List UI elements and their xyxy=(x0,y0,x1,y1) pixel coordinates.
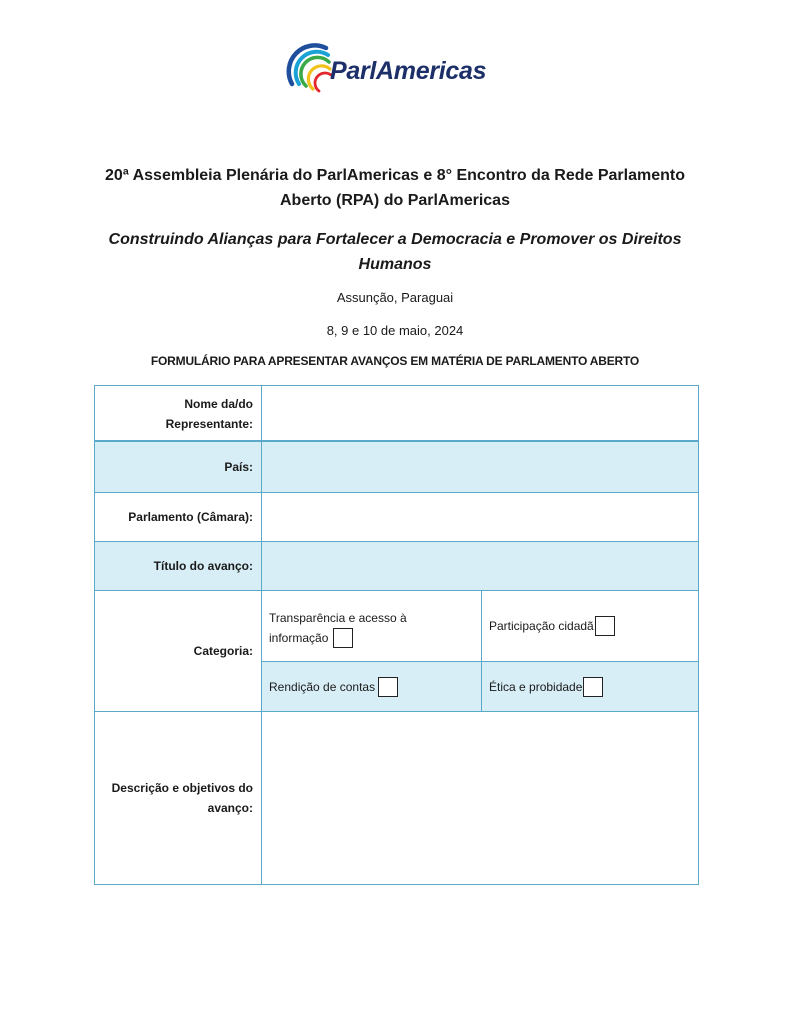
category-option-ethics[interactable] xyxy=(482,662,698,711)
name-field[interactable] xyxy=(262,386,698,441)
title-label: Título do avanço: xyxy=(95,542,261,590)
transparency-checkbox[interactable] xyxy=(333,628,353,648)
description-field[interactable] xyxy=(262,712,698,884)
option-label: Rendição de contas xyxy=(269,679,376,694)
submission-form xyxy=(94,385,699,885)
category-option-transparency[interactable] xyxy=(262,591,481,661)
category-row xyxy=(95,591,698,711)
event-title: 20ª Assembleia Plenária do ParlAmericas e 8° Encontro da Rede Parlamento Aberto (RPA) do ParlAmericas xyxy=(105,167,685,209)
parliament-label: Parlamento (Câmara): xyxy=(95,493,261,541)
category-option-accountability[interactable] xyxy=(262,662,481,711)
description-row xyxy=(95,712,698,884)
accountability-checkbox[interactable] xyxy=(378,677,398,697)
title-row xyxy=(95,542,698,590)
category-option-participation[interactable] xyxy=(482,591,698,661)
option-label: Ética e probidade xyxy=(489,679,583,694)
ethics-checkbox[interactable] xyxy=(583,677,603,697)
country-row xyxy=(95,442,698,492)
option-label: Transparência e acesso à informação xyxy=(269,610,407,645)
country-label: País: xyxy=(95,442,261,492)
description-label: Descrição e objetivos do avanço: xyxy=(95,712,261,884)
parliament-row xyxy=(95,493,698,541)
event-subtitle: Construindo Alianças para Fortalecer a Democracia e Promover os Direitos Humanos xyxy=(108,231,682,273)
participation-checkbox[interactable] xyxy=(595,616,615,636)
event-dates: 8, 9 e 10 de maio, 2024 xyxy=(326,323,464,338)
option-label: Participação cidadã xyxy=(489,619,594,633)
event-location: Assunção, Paraguai xyxy=(336,290,454,305)
name-row xyxy=(95,386,698,441)
category-label: Categoria: xyxy=(95,591,261,711)
form-heading: FORMULÁRIO PARA APRESENTAR AVANÇOS EM MATÉRIA DE PARLAMENTO ABERTO xyxy=(150,354,640,368)
column-divider xyxy=(481,591,482,711)
title-field[interactable] xyxy=(262,542,698,590)
name-label: Nome da/do Representante: xyxy=(95,386,261,441)
parliament-field[interactable] xyxy=(262,493,698,541)
row-divider xyxy=(262,661,698,662)
logo-wordmark: ParlAmericas xyxy=(330,57,487,85)
country-field[interactable] xyxy=(262,442,698,492)
column-divider xyxy=(261,386,262,884)
parlamericas-logo xyxy=(286,40,516,110)
